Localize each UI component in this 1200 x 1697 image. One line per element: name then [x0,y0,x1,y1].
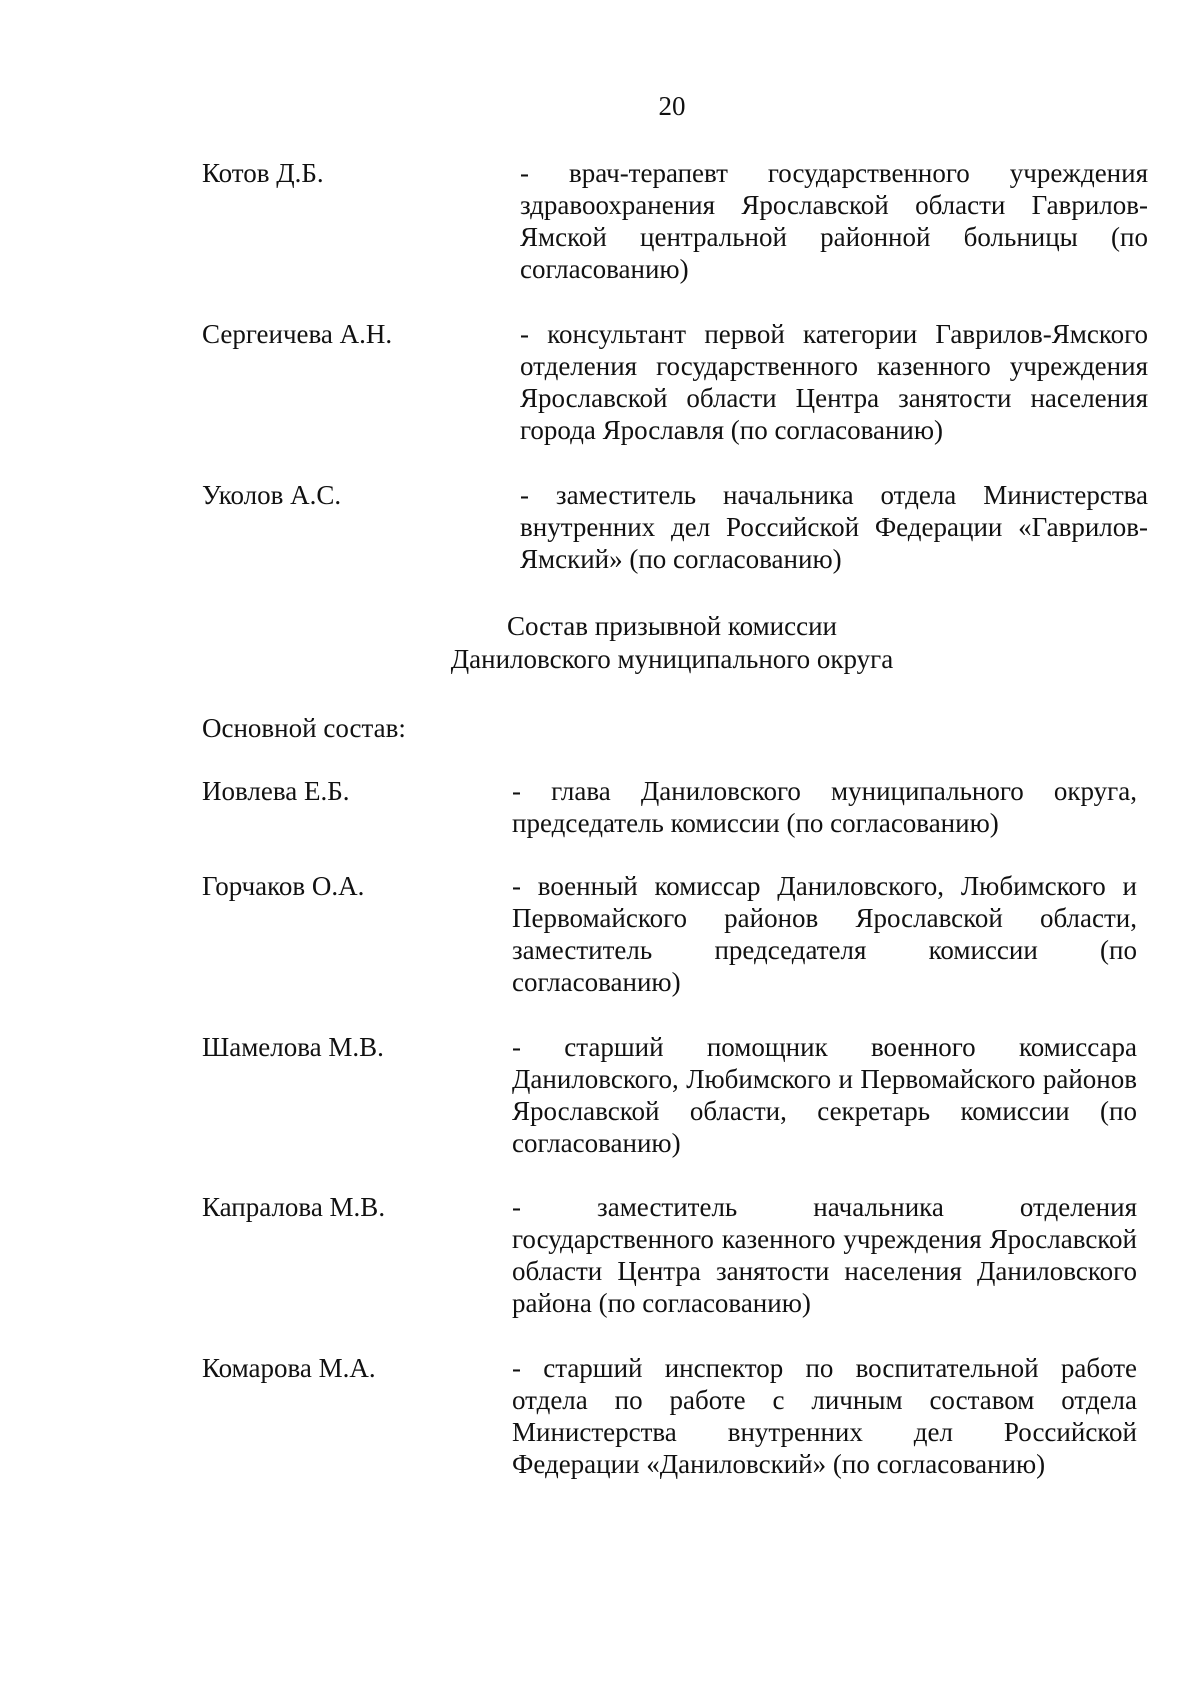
member-name: Котов Д.Б. [202,158,324,188]
page-number: 20 [658,91,686,121]
member-name: Уколов А.С. [202,480,342,510]
member-name: Комарова М.А. [202,1353,376,1383]
member-description: - военный комиссар Даниловского, Любимского и Первомайского районов Ярославской области, заместитель председателя комиссии (по согласованию) [512,871,1137,997]
section-title-line1: Состав призывной комиссии [506,611,837,641]
member-description: - глава Даниловского муниципального округа, председатель комиссии (по согласованию) [512,776,1137,838]
member-description: - заместитель начальника отдела Министерства внутренних дел Российской Федерации «Гаврилов-Ямский» (по согласованию) [520,480,1148,574]
section-subtitle: Основной состав: [202,713,406,743]
member-name: Иовлева Е.Б. [202,776,350,806]
member-description: - заместитель начальника отделения государственного казенного учреждения Ярославской области Центра занятости населения Даниловского района (по согласованию) [512,1192,1137,1318]
section-title-line2: Даниловского муниципального округа [450,644,894,674]
member-description: - врач-терапевт государственного учреждения здравоохранения Ярославской области Гаврилов-Ямской центральной районной больницы (по согласованию) [520,158,1148,284]
member-name: Горчаков О.А. [202,871,365,901]
member-description: - старший помощник военного комиссара Даниловского, Любимского и Первомайского районов Ярославской области, секретарь комиссии (по согласованию) [512,1032,1137,1158]
member-description: - консультант первой категории Гаврилов-Ямского отделения государственного казенного учреждения Ярославской области Центра занятости населения города Ярославля (по согласованию) [520,319,1148,445]
member-name: Капралова М.В. [202,1192,386,1222]
member-name: Сергеичева А.Н. [202,319,393,349]
member-name: Шамелова М.В. [202,1032,384,1062]
member-description: - старший инспектор по воспитательной работе отдела по работе с личным составом отдела Министерства внутренних дел Российской Федерации «Даниловский» (по согласованию) [512,1353,1137,1479]
